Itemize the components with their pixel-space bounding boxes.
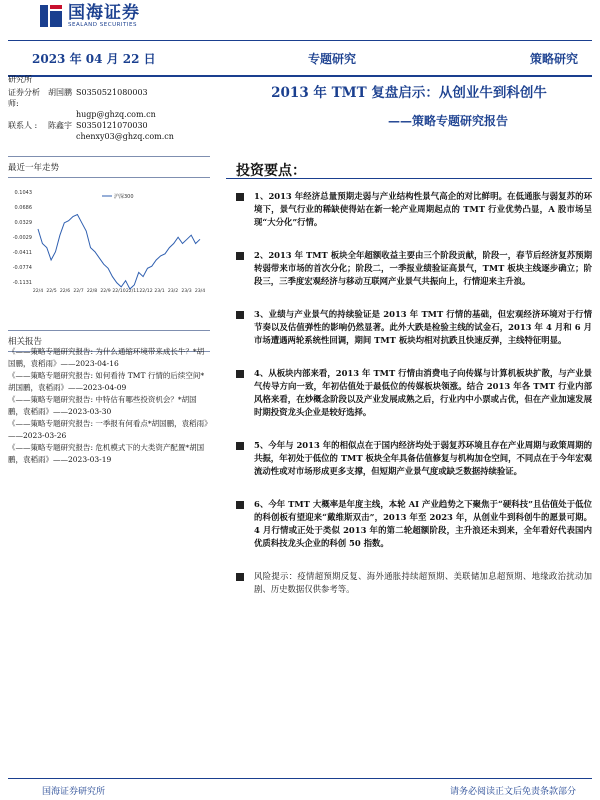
trend-section — [8, 156, 210, 178]
report-category: 专题研究 — [308, 52, 357, 66]
y-tick-label: 0.0329 — [14, 220, 32, 226]
bullet-icon — [236, 501, 244, 509]
x-tick-label: 23/2 — [167, 289, 179, 294]
logo-mark-icon — [40, 5, 62, 27]
x-tick-label: 22/8 — [86, 289, 98, 294]
analyst-email-row — [8, 131, 210, 142]
report-type: 策略研究 — [529, 52, 578, 66]
analyst-role: 联系人 : — [8, 121, 38, 130]
analyst-cert: S0350121070030 — [76, 121, 148, 130]
related-report-item[interactable]: 《——策略专题研究报告: 如何看待 TMT 行情的后续空间*胡国鹏，袁稻雨》——2023-04-09 — [8, 371, 205, 392]
x-tick-label: 22/12 — [139, 289, 153, 294]
institute-label: 研究所 — [8, 75, 32, 84]
main-content — [226, 84, 592, 129]
key-point — [236, 249, 592, 288]
left-sidebar — [8, 74, 210, 142]
related-report-item[interactable]: 《——策略专题研究报告: 一季报有何看点*胡国鹏，袁稻雨》——2023-03-26 — [8, 419, 208, 440]
footer-institute: 国海证券研究所 — [42, 787, 106, 797]
key-points — [236, 190, 592, 616]
x-tick-label: 22/7 — [73, 289, 84, 294]
key-point — [236, 367, 592, 419]
key-point — [236, 498, 592, 550]
bullet-icon — [236, 442, 244, 450]
y-tick-label: -0.0411 — [12, 250, 32, 256]
y-tick-label: -0.0029 — [12, 235, 32, 241]
related-report-item[interactable]: 《——策略专题研究报告: 危机模式下的大类资产配置*胡国鹏，袁稻雨》——2023-03-19 — [8, 443, 205, 464]
bullet-icon — [236, 193, 244, 201]
analyst-cert: S0350521080003 — [76, 88, 148, 97]
report-date: 2023 年 04 月 22 日 — [32, 52, 156, 66]
y-tick-label: 0.0686 — [14, 205, 32, 211]
bullet-icon — [236, 311, 244, 319]
key-point-text: 4、从板块内部来看，2013 年 TMT 行情由消费电子向传媒与计算机板块扩散，与产业景气传导方向一致，年初估值处于最低位的传媒板块领涨。结合 2013 年各 TMT 行业内部风格来看，在炒概念阶段以及产业发展成熟之后，行业内中小票或占优，但在产业加速发展时期投资龙头企业是较好选择。 — [254, 368, 592, 417]
analyst-email[interactable]: chenxy03@ghzq.com.cn — [76, 132, 174, 141]
key-point-text: 6、今年 TMT 大概率是年度主线，本轮 AI 产业趋势之下聚焦于“硬科技”且估值处于低位的科创板有望迎来“戴维斯双击”，2013 年至 2023 年，从创业牛到科创牛的愿景可期。4 月行情或正处于类似 2013 年的第二轮超额阶段，主升浪还未到来，全年看好代表国内优质科技龙头企业的科创 50 指数。 — [254, 499, 592, 548]
analyst-name: 陈鑫宇 — [48, 121, 72, 130]
x-tick-label: 22/4 — [32, 289, 44, 294]
x-tick-label: 22/5 — [46, 289, 57, 294]
key-point-text: 1、2013 年经济总量预期走弱与产业结构性景气高企的对比鲜明。在低通胀与弱复苏的环境下，景气行业的稀缺使得站在新一轮产业周期起点的 TMT 行业优势凸显，A 股市场呈现“大分化”行情。 — [254, 191, 592, 227]
key-point-text: 2、2013 年 TMT 板块全年超额收益主要由三个阶段贡献，阶段一，春节后经济复苏预期转弱带来市场的首次分化；阶段二，一季报业绩验证高景气，TMT 板块主线逐步确立；阶段三，三季度宏观经济与移动互联网产业景气共振向上，行情迎来主升浪。 — [254, 250, 592, 286]
x-tick-label: 23/1 — [154, 289, 165, 294]
logo-name-cn: 国海证券 — [68, 3, 140, 23]
x-tick-label: 22/6 — [59, 289, 71, 294]
related-report-item[interactable]: 《——策略专题研究报告: 为什么通缩环境带来成长牛？*胡国鹏，袁稻雨》——2023-04-16 — [8, 347, 205, 368]
y-tick-label: 0.1043 — [14, 190, 32, 196]
bullet-icon — [236, 252, 244, 260]
key-point-text: 5、今年与 2013 年的相似点在于国内经济均处于弱复苏环境且存在产业周期与政策周期的共振，年初处于低位的 TMT 板块全年具备估值修复与机构加仓空间，不同点在于今年宏观流动性或对市场形成更多支撑，但短期产业景气度或缺乏数据持续验证。 — [254, 440, 592, 476]
related-report-item[interactable]: 《——策略专题研究报告: 中特估有哪些投资机会？*胡国鹏，袁稻雨》——2023-03-30 — [8, 395, 197, 416]
report-title: 2013 年 TMT 复盘启示：从创业牛到科创牛 — [271, 85, 547, 101]
analyst-email-row — [8, 109, 210, 120]
key-point — [236, 190, 592, 229]
analyst-row — [8, 120, 210, 131]
risk-warning — [236, 570, 592, 596]
report-header — [8, 40, 592, 77]
analyst-role: 证券分析师: — [8, 88, 40, 108]
x-tick-label: 22/11 — [125, 289, 140, 294]
analyst-name: 胡国鹏 — [48, 88, 72, 97]
y-tick-label: -0.0774 — [12, 265, 32, 271]
related-heading: 相关报告 — [8, 337, 43, 347]
bullet-icon — [236, 573, 244, 581]
logo-name-en: SEALAND SECURITIES — [68, 22, 138, 28]
key-point — [236, 439, 592, 478]
analyst-list — [8, 87, 210, 142]
divider — [8, 177, 210, 178]
y-tick-label: -0.1131 — [12, 280, 32, 286]
report-subtitle: ——策略专题研究报告 — [387, 114, 508, 128]
legend-label: 沪深300 — [114, 194, 134, 200]
trend-heading: 最近一年走势 — [8, 163, 60, 173]
trend-chart — [8, 180, 210, 300]
key-point — [236, 308, 592, 347]
divider — [8, 156, 210, 157]
analyst-row — [8, 87, 210, 109]
divider — [8, 330, 210, 331]
company-logo — [40, 4, 140, 28]
x-tick-label: 22/9 — [100, 289, 111, 294]
summary-divider — [226, 178, 592, 179]
bullet-icon — [236, 370, 244, 378]
analyst-email[interactable]: hugp@ghzq.com.cn — [76, 110, 156, 119]
key-point-text: 3、业绩与产业景气的持续验证是 2013 年 TMT 行情的基础，但宏观经济环境对于行情节奏以及估值弹性的影响仍然显著。此外大跌是检验主线的试金石，2013 年 4 月和 6 月市场遭遇两轮系统性回调，期间 TMT 板块均相对抗跌且快速反弹，主线特征明显。 — [254, 309, 592, 345]
x-tick-label: 23/4 — [194, 289, 206, 294]
x-tick-label: 22/10 — [112, 289, 126, 294]
series-line — [38, 215, 200, 290]
x-tick-label: 23/3 — [181, 289, 192, 294]
page-footer — [8, 778, 592, 797]
trend-chart-svg — [8, 180, 210, 300]
summary-heading: 投资要点： — [236, 163, 306, 179]
related-report-list — [8, 346, 210, 466]
footer-disclaimer: 请务必阅读正文后免责条款部分 — [449, 787, 576, 797]
risk-warning-text: 风险提示：疫情超预期反复、海外通胀持续超预期、美联储加息超预期、地缘政治扰动加剧、历史数据仅供参考等。 — [254, 571, 592, 594]
